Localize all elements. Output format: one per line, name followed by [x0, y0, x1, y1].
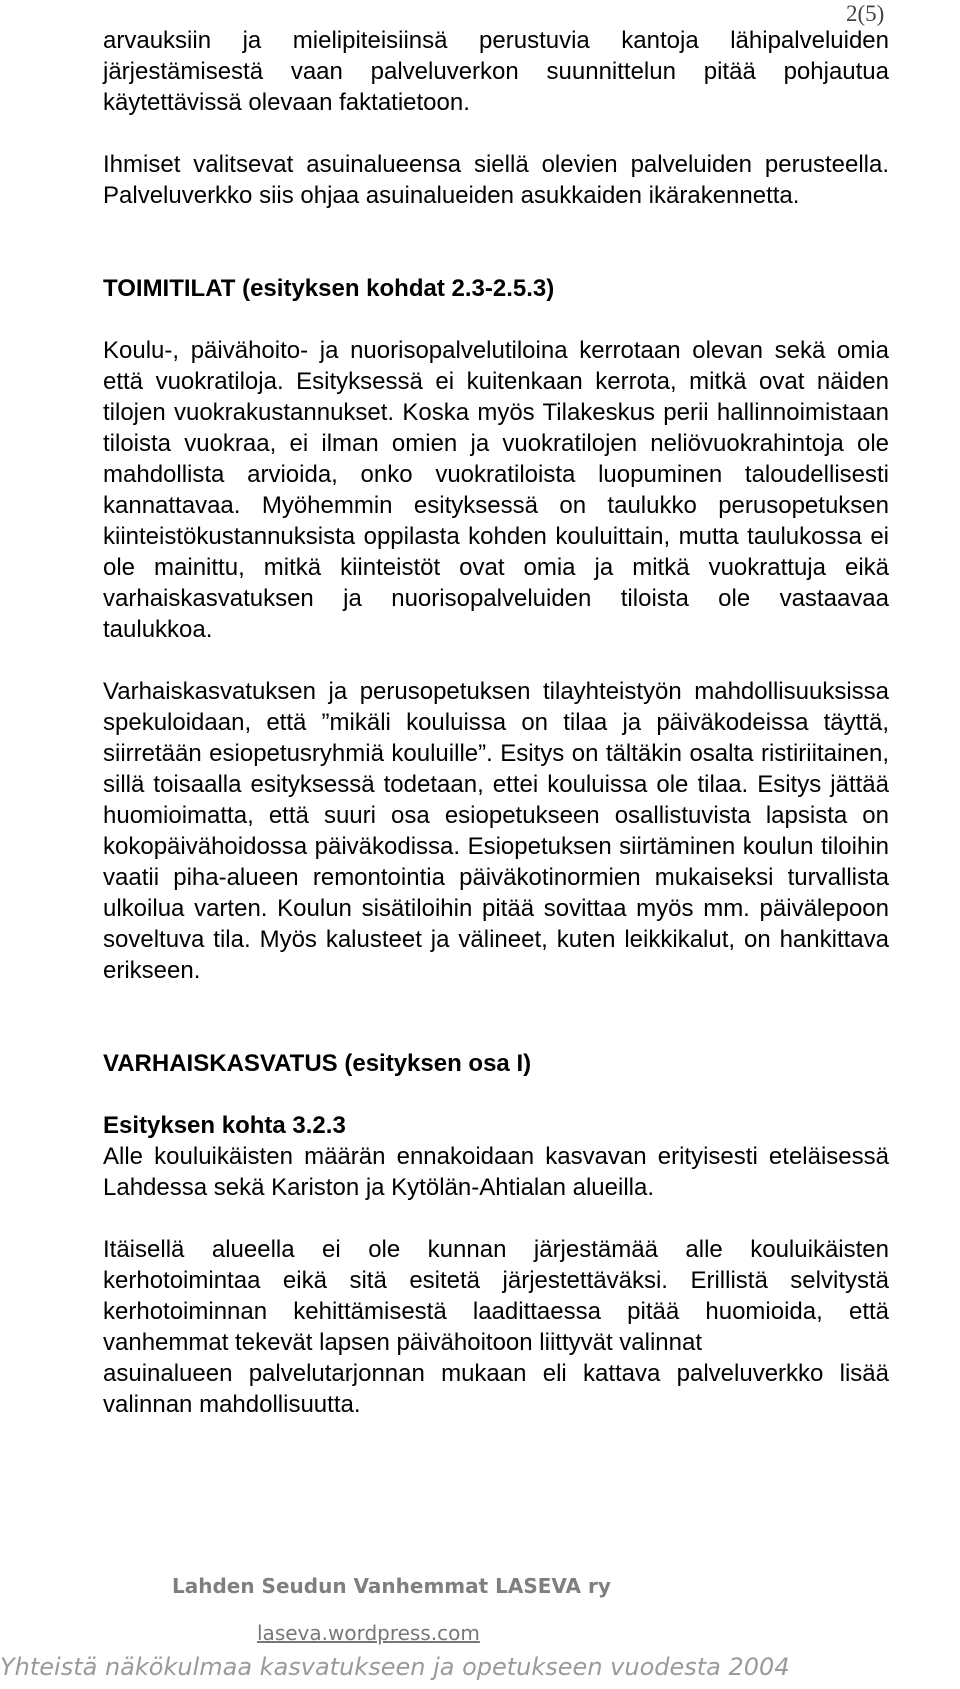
paragraph-facilities: Koulu-, päivähoito- ja nuorisopalvelutiloina kerrotaan olevan sekä omia että vuokratiloja. Esityksessä ei kuitenkaan kerrota, mitkä ovat näiden tilojen vuokrakustannukset. Koska myös Tilakeskus perii hallinnoimistaan tiloista vuokraa, ei ilman omien ja vuokratilojen neliövuokrahintoja ole mahdollista arvioida, onko vuokratiloista luopuminen taloudellisesti kannattavaa. Myöhemmin esityksessä on taulukko perusopetuksen kiinteistökustannuksista oppilasta kohden kouluittain, mutta taulukossa ei ole mainittu, mitkä kiinteistöt ovat omia ja mitkä vuokrattuja eikä varhaiskasvatuksen ja nuorisopalveluiden tiloista ole vastaavaa taulukkoa. [103, 337, 889, 643]
paragraph-club-activities: Itäisellä alueella ei ole kunnan järjestämää alle kouluikäisten kerhotoimintaa eikä sitä esitetä järjestettäväksi. Erillistä selvitystä kerhotoiminnan kehittämisestä laadittaessa pitää huomioida, että vanhemmat tekevät lapsen päivähoitoon liittyvät valinnat [103, 1236, 889, 1356]
paragraph-residential-choice: Ihmiset valitsevat asuinalueensa siellä olevien palveluiden perusteella. Palveluverkko siis ohjaa asuinalueiden asukkaiden ikärakennetta. [103, 151, 889, 209]
page-number: 2(5) [846, 1, 885, 26]
subheading-kohta-3-2-3: Esityksen kohta 3.2.3 [103, 1112, 346, 1139]
footer-website-link[interactable]: laseva.wordpress.com [257, 1621, 480, 1645]
section-heading-varhaiskasvatus: VARHAISKASVATUS (esityksen osa I) [103, 1050, 532, 1077]
paragraph-fact-based-planning: arvauksiin ja mielipiteisiinsä perustuvia kantoja lähipalveluiden järjestämisestä vaan palveluverkon suunnittelun pitää pohjautua käytettävissä olevaan faktatietoon. [103, 27, 889, 116]
paragraph-space-cooperation: Varhaiskasvatuksen ja perusopetuksen tilayhteistyön mahdollisuuksissa spekuloidaan, että ”mikäli kouluissa on tilaa ja päiväkodeissa täyttä, siirretään esiopetusryhmiä kouluille”. Esitys on tältäkin osalta ristiriitainen, sillä toisaalla esityksessä todetaan, ettei kouluissa ole tilaa. Esitys jättää huomioimatta, että suuri osa esiopetukseen osallistuvista lapsista on kokopäivähoidossa päiväkodissa. Esiopetuksen siirtäminen koulun tiloihin vaatii piha-alueen remontointia päiväkotinormien mukaiseksi turvallista ulkoilua varten. Koulun sisätiloihin pitää sovittaa myös mm. päivälepoon soveltuva tila. Myös kalusteet ja välineet, kuten leikkikalut, on hankittava erikseen. [103, 678, 889, 984]
footer-tagline: Yhteistä näkökulmaa kasvatukseen ja opetukseen vuodesta 2004 [0, 1653, 790, 1681]
document-body [103, 25, 889, 1420]
paragraph-service-network-choice: asuinalueen palvelutarjonnan mukaan eli kattava palveluverkko lisää valinnan mahdollisuutta. [103, 1360, 889, 1418]
footer-organization: Lahden Seudun Vanhemmat LASEVA ry [172, 1574, 611, 1598]
paragraph-child-population-growth: Alle kouluikäisten määrän ennakoidaan kasvavan erityisesti eteläisessä Lahdessa sekä Kariston ja Kytölän-Ahtialan alueilla. [103, 1143, 889, 1201]
section-heading-toimitilat: TOIMITILAT (esityksen kohdat 2.3-2.5.3) [103, 275, 555, 302]
